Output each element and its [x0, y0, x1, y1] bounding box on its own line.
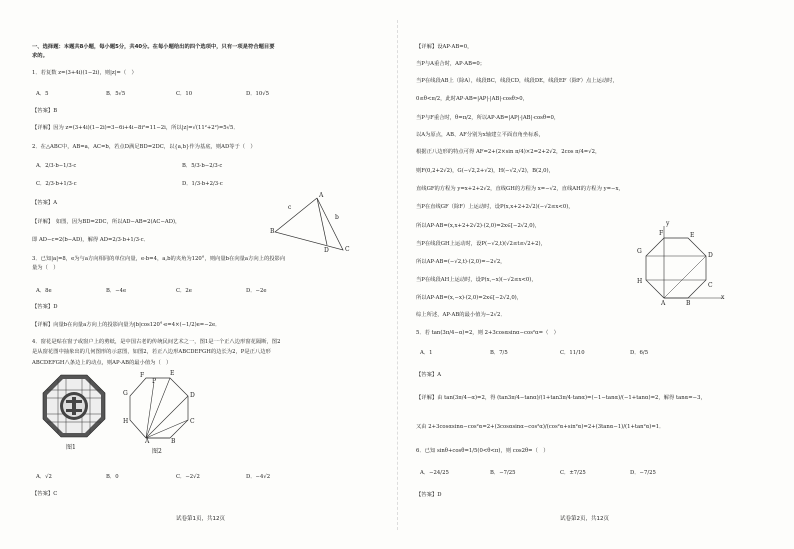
q4-answer: 【答案】C — [32, 491, 58, 497]
q1-option-b: B．5√5 — [106, 91, 126, 97]
question-4-cont: 是从窗花图中抽象出的几何图形的示意图，如图2，若正八边形ABCDEFGH的边长为2，P是正八边形 — [32, 349, 271, 355]
q4-solution-line-7: 根据正八边形的特点可得 AF=2+(2×sin π/4)×2=2+2√2，2cos π/4=√2， — [416, 149, 601, 155]
axis-label-x: x — [721, 294, 725, 301]
question-4-cont2: ABCDEFGH八条边上的动点，则AP·AB的最小值为（ ） — [32, 360, 172, 366]
q2-option-b: B．5/3·b−2/3·c — [182, 163, 223, 169]
q3-explanation: 【详解】向量b在向量a方向上的投影向量为|b|cos120°·e=4×(−1/2)e=−2e． — [32, 322, 221, 328]
octagon2-label-d: D — [708, 252, 713, 259]
q4-solution-line-1: 【详解】设AP·AB=0， — [416, 44, 473, 50]
octagon2-label-f: F — [659, 230, 664, 237]
octagon-label-d: D — [190, 392, 195, 399]
q5-option-a: A．1 — [420, 350, 433, 356]
octagon2-label-h: H — [637, 278, 643, 285]
question-1: 1．若复数 z=(3+4i)(1−2i)，则|z|=（ ） — [32, 70, 137, 76]
q2-answer: 【答案】A — [32, 200, 58, 206]
q4-option-a: A．√2 — [36, 474, 52, 480]
q6-option-b: B．−7/25 — [490, 470, 516, 476]
octagon2-label-a: A — [661, 300, 666, 307]
q4-solution-line-11: 所以AP·AB=(x,x+2+2√2)·(2,0)=2x∈[−2√2,0)， — [416, 223, 540, 229]
q4-solution-line-8: 则F(0,2+2√2)，G(−√2,2+√2)，H(−√2,√2)，B(2,0)， — [416, 168, 554, 174]
window-lattice-figure — [42, 374, 106, 438]
q6-option-a: A．−24/25 — [420, 470, 449, 476]
octagon2-label-e: E — [690, 232, 695, 239]
question-3: 3．已知|a|=8，e为与a方向相同的单位向量，e·b=4，a,b的夹角为120°，则向量b在向量a方向上的投影向 — [32, 256, 286, 262]
exam-page-2 — [416, 34, 786, 514]
question-4: 4．窗花是贴在窗子或窗户上的剪纸，是中国古老的传统民间艺术之一，图1是一个正八边形窗花隔断，图2 — [32, 339, 281, 345]
q5-answer: 【答案】A — [416, 372, 442, 378]
q3-option-b: B．−4e — [106, 288, 127, 294]
q5-explanation-cont: 又由 2+3cosαsinα−cos²α=2+(3cosαsinα−cos²α)/(cos²α+sin²α)=2+(3tanα−1)/(1+tan²α)=1． — [416, 424, 665, 430]
q4-solution-line-13: 所以AP·AB=(−√2,t)·(2,0)=−2√2， — [416, 259, 506, 265]
q5-option-d: D．6/5 — [630, 350, 649, 356]
q1-option-d: D．10√5 — [246, 91, 270, 97]
q4-solution-line-4: 0≤θ<π/2，此时AP·AB=|AP|·|AB|·cosθ>0， — [416, 96, 528, 102]
q4-option-c: C．−2√2 — [176, 474, 200, 480]
exam-page-1 — [32, 34, 402, 514]
question-5: 5．若 tan(3π/4−α)=2，则 2+3cosαsinα−cos²α=（ ） — [416, 330, 559, 336]
octagon-label-e: E — [170, 370, 175, 377]
triangle-figure — [267, 194, 347, 256]
triangle-label-c-vec: c — [288, 204, 292, 211]
q6-answer: 【答案】D — [416, 492, 442, 498]
q4-solution-line-9: 直线GF的方程为 y=x+2+2√2，直线GH的方程为 x=−√2，直线AH的方程为 y=−x， — [416, 186, 624, 192]
q1-option-a: A．5 — [36, 91, 49, 97]
section-heading: 一、选择题：本题共8小题，每小题5分，共40分。在每小题给出的四个选项中，只有一项是符合题目要 — [32, 44, 275, 50]
q2-option-d: D．1/3·b+2/3·c — [182, 181, 223, 187]
page-2-footer: 试卷第2页，共12页 — [560, 516, 609, 522]
octagon-axes-figure — [644, 226, 726, 306]
page-1-footer: 试卷第1页，共12页 — [176, 516, 225, 522]
octagon2-label-g: G — [637, 248, 642, 255]
octagon-label-c: C — [190, 418, 195, 425]
q4-solution-line-10: 当P在直线GF（除F）上运动时，设P(x,x+2+2√2)(−√2≤x<0)， — [416, 204, 574, 210]
q5-option-c: C．11/10 — [560, 350, 585, 356]
q1-answer: 【答案】B — [32, 108, 58, 114]
q4-solution-line-6: 以A为原点，AB、AF分别为x轴建立平面直角坐标系， — [416, 132, 544, 138]
q4-option-b: B．0 — [106, 474, 119, 480]
q1-explanation: 【详解】因为 z=(3+4i)(1−2i)=3−6i+4i−8i²=11−2i，所以|z|=√(11²+2²)=5√5． — [32, 125, 239, 131]
q4-solution-line-2: 当P与A重合时，AP·AB=0； — [416, 61, 486, 67]
q2-explanation: 【详解】 如图，因为BD=2DC，所以AD−AB=2(AC−AD)， — [32, 219, 181, 225]
octagon-label-g: G — [123, 390, 128, 397]
q3-answer: 【答案】D — [32, 304, 58, 310]
octagon2-label-c: C — [708, 282, 713, 289]
q4-solution-line-5: 当P与F重合时，θ=π/2，所以AP·AB=|AP|·|AB|·cosθ=0， — [416, 115, 560, 121]
q4-solution-line-3: 当P在线段AB上（除A），线段BC，线段CD，线段DE，线段EF（除F）点上运动时， — [416, 78, 618, 84]
q6-option-c: C．±7/25 — [560, 470, 586, 476]
q4-solution-line-15: 所以AP·AB=(x,−x)·(2,0)=2x∈[−2√2,0)， — [416, 295, 523, 301]
triangle-label-c: C — [345, 246, 350, 253]
q2-explanation-cont: 即 AD−c=2(b−AD)，解得 AD=2/3·b+1/3·c． — [32, 237, 149, 243]
octagon2-label-b: B — [686, 300, 691, 307]
q5-explanation: 【详解】由 tan(3π/4−α)=2，得 (tan3π/4−tanα)/(1+tan3π/4·tanα)=(−1−tanα)/(−1+tanα)=2，解得 tanα=−3， — [416, 395, 706, 401]
q4-solution-line-16: 综上所述，AP·AB的最小值为−2√2． — [416, 312, 506, 318]
q4-option-d: D．−4√2 — [246, 474, 271, 480]
octagon-label-p: P — [152, 378, 157, 385]
q3-option-c: C．2e — [176, 288, 192, 294]
triangle-label-d: D — [324, 247, 329, 254]
q2-option-c: C．2/3·b+1/3·c — [36, 181, 77, 187]
octagon-label-f: F — [140, 372, 145, 379]
q3-option-d: D．−2e — [246, 288, 267, 294]
triangle-label-b: B — [270, 228, 275, 235]
q1-option-c: C．10 — [176, 91, 193, 97]
axis-label-y: y — [666, 220, 670, 227]
q4-solution-line-12: 当P在线段GH上运动时，设P(−√2,t)(√2≤t≤√2+2)， — [416, 241, 546, 247]
octagon-label-a: A — [145, 438, 150, 445]
q2-option-a: A．2/3·b−1/3·c — [36, 163, 77, 169]
q6-option-d: D．−7/25 — [630, 470, 656, 476]
q3-option-a: A．8e — [36, 288, 52, 294]
octagon-label-h: H — [123, 418, 129, 425]
figure-2-caption: 图2 — [152, 448, 162, 455]
question-2: 2．在△ABC中，AB=a，AC=b，若点D满足BD=2DC，以{a,b}作为基底，则AD等于（ ） — [32, 144, 256, 150]
octagon-figure — [128, 374, 192, 440]
question-6: 6．已知 sinθ+cosθ=1/5(0<θ<π)，则 cos2θ=（ ） — [416, 448, 549, 454]
octagon-label-b: B — [171, 438, 176, 445]
q4-solution-line-14: 当P在线段AH上运动时，设P(x,−x)(−√2≤x<0)， — [416, 277, 537, 283]
triangle-label-b-vec: b — [335, 214, 339, 221]
question-3-cont: 量为（ ） — [32, 265, 59, 271]
section-heading-cont: 求的。 — [32, 53, 48, 59]
triangle-label-a: A — [319, 192, 324, 199]
q5-option-b: B．7/5 — [490, 350, 508, 356]
figure-1-caption: 图1 — [66, 444, 76, 451]
